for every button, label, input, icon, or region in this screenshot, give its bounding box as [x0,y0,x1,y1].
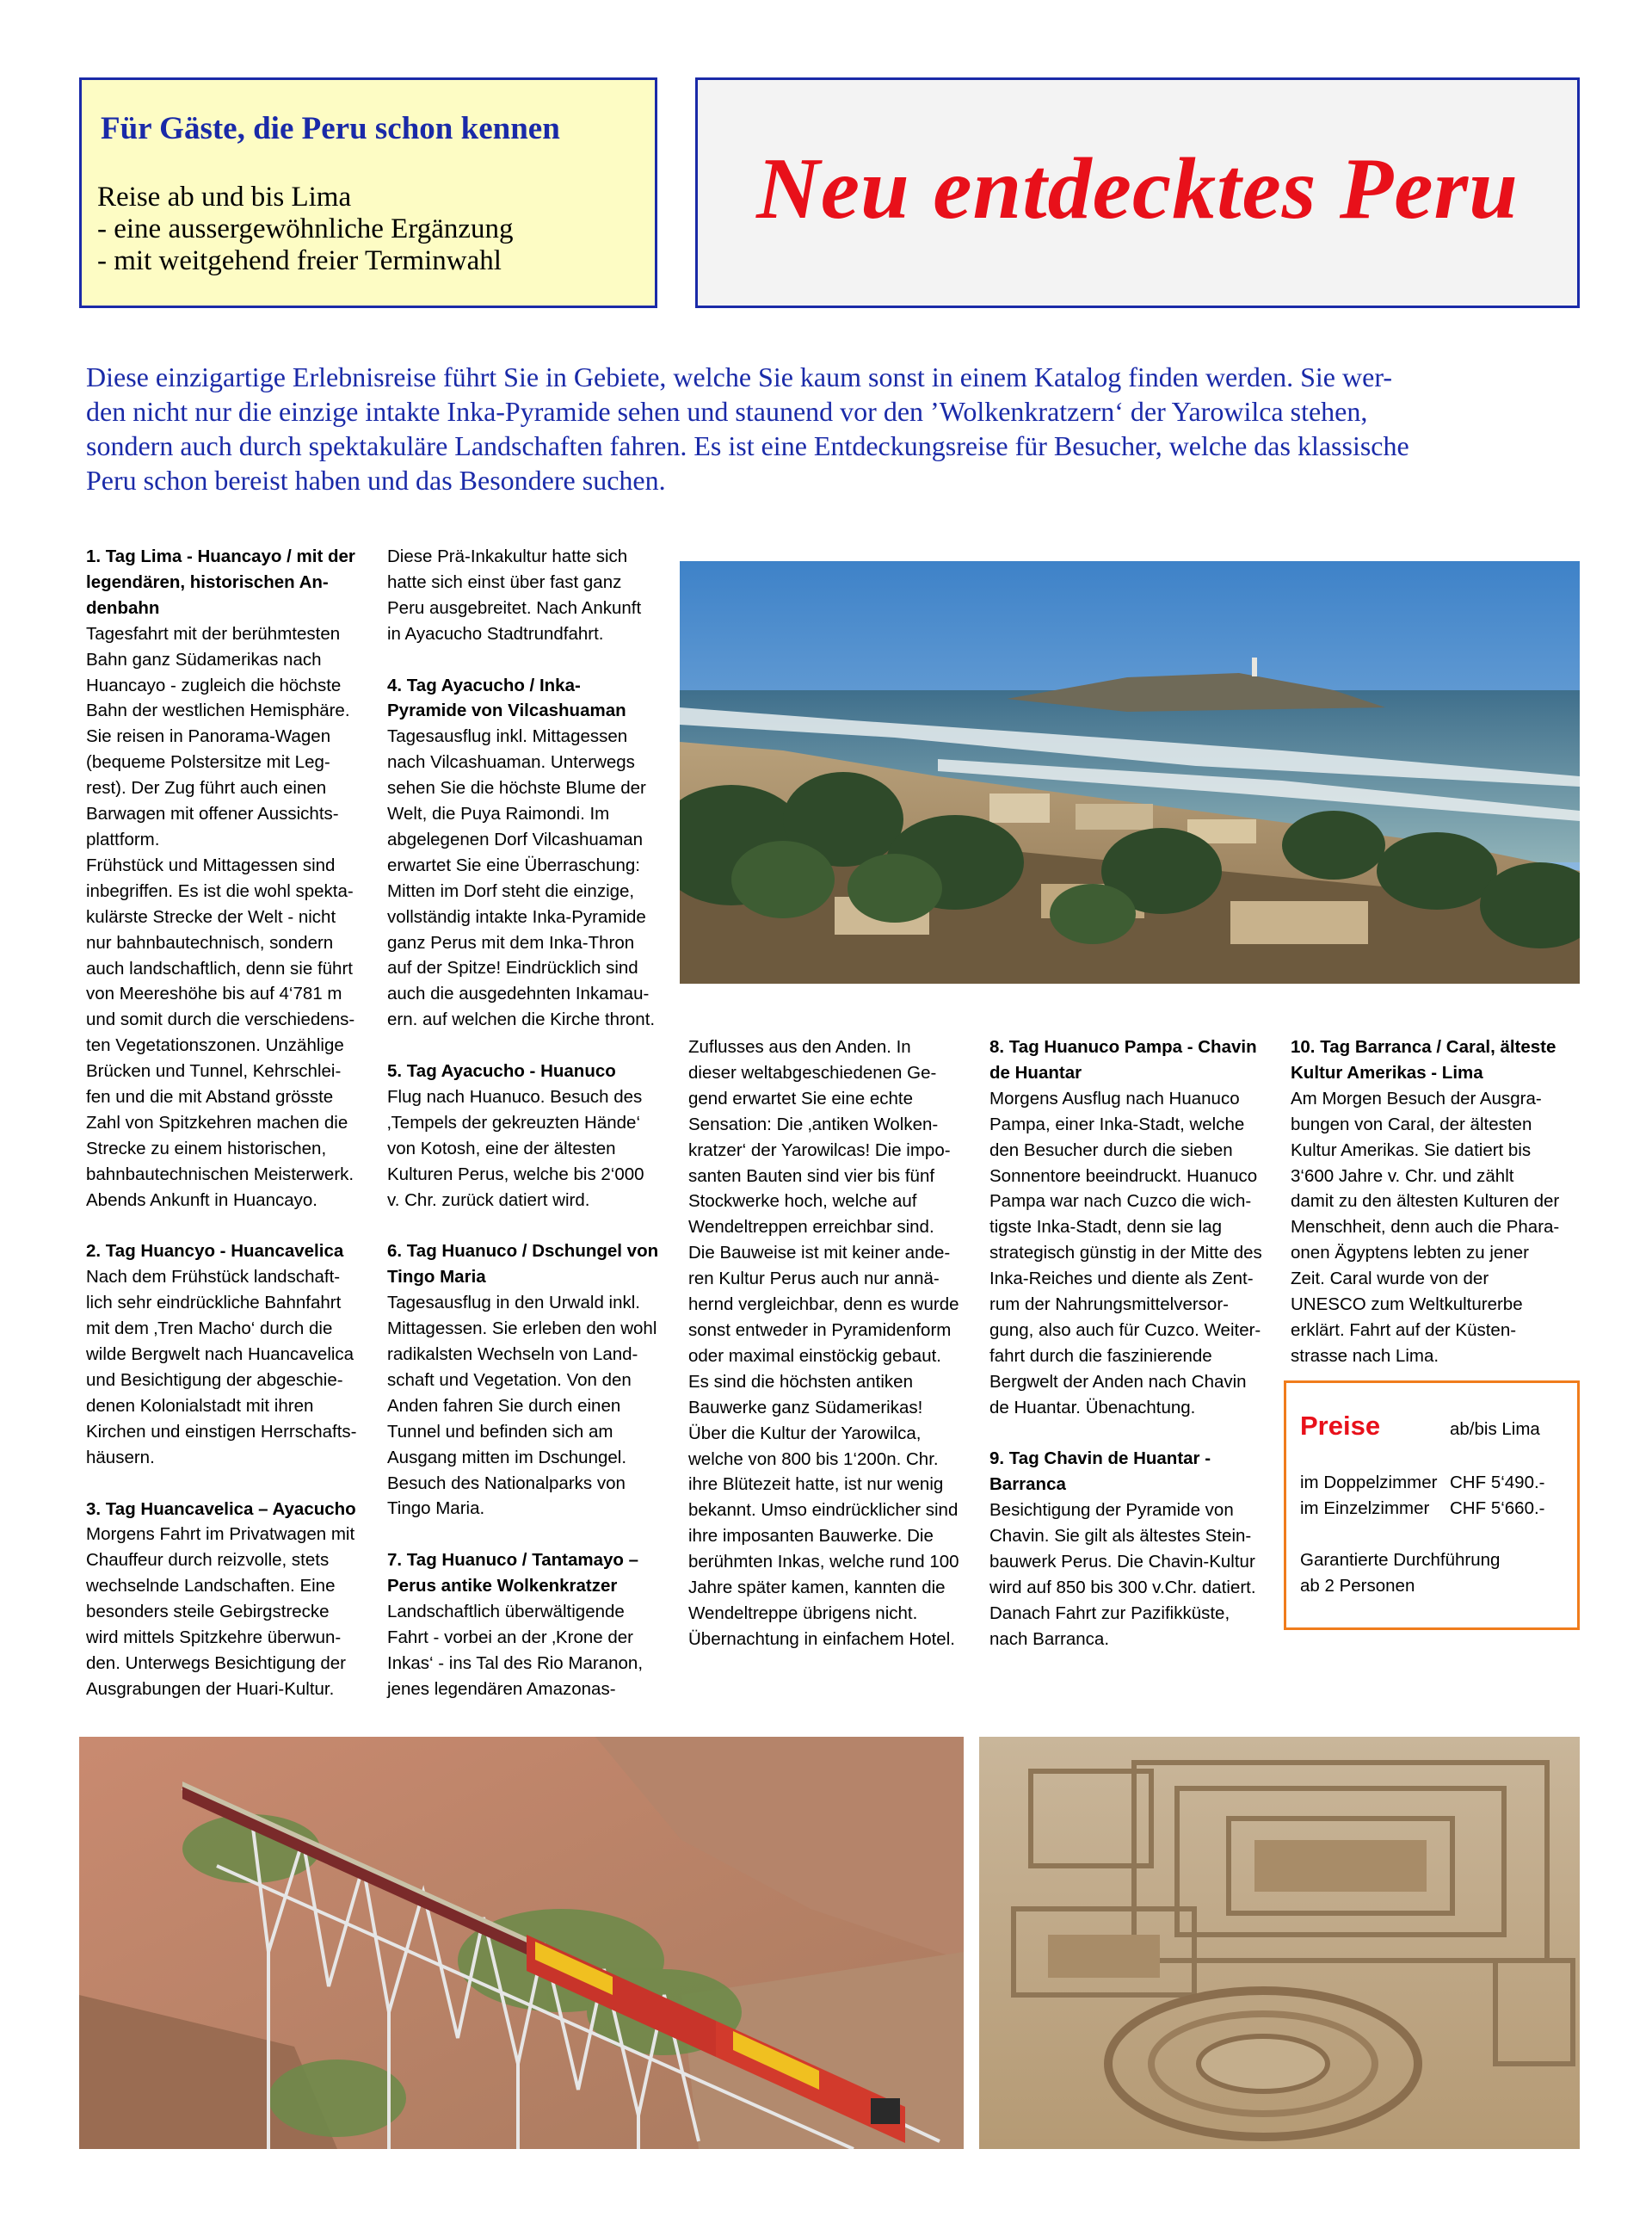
day-text-line: Welt, die Puya Raimondi. Im [387,804,610,824]
day-text-line: Tagesausflug inkl. Mittagessen [387,726,628,747]
price-double-value: CHF 5‘490.- [1450,1473,1545,1492]
day-text-line: Huancayo - zugleich die höchste [86,675,342,695]
day-text-line: und somit durch die verschiedens- [86,1010,355,1030]
day-text-line: Kirchen und einstigen Herrschafts- [86,1421,357,1442]
day-text-line: Strecke zu einem historischen, [86,1138,327,1158]
day-text-line: wechselnde Landschaften. Eine [86,1576,336,1596]
caral-ruins-photo [979,1737,1580,2149]
day-text-line: onen Ägyptens lebten zu jener [1291,1243,1529,1263]
day-text-line: Bergwelt der Anden nach Chavin [989,1371,1247,1392]
price-single-value: CHF 5‘660.- [1450,1498,1545,1518]
day-text-line: Am Morgen Besuch der Ausgra- [1291,1088,1542,1108]
paragraph-gap [989,1421,1278,1447]
day-heading-line: Barranca [989,1474,1066,1495]
title-box [695,77,1580,308]
day-text-line: ‚Tempels der gekreuzten Hände‘ [387,1112,640,1133]
day-text-line: inbegriffen. Es ist die wohl spekta- [86,880,354,901]
day-heading-line: 8. Tag Huanuco Pampa - Chavin [989,1037,1257,1057]
day-heading-line: 6. Tag Huanuco / Dschungel von [387,1241,659,1262]
day-text-line: oder maximal einstöckig gebaut. [688,1345,941,1366]
paragraph-gap [86,1471,374,1497]
day-text-line: 3‘600 Jahre v. Chr. und zählt [1291,1165,1514,1186]
day-text-line: auch die ausgedehnten Inkamau- [387,984,650,1004]
day-heading-line: legendären, historischen An- [86,571,329,592]
day-text-line: Übernachtung in einfachem Hotel. [688,1628,955,1649]
day-text-line: Brücken und Tunnel, Kehrschlei- [86,1061,342,1082]
day-text-line: Die Bauweise ist mit keiner ande- [688,1243,951,1263]
page-title: Neu entdecktes Peru [756,140,1519,238]
day-text-line: Chauffeur durch reizvolle, stets [86,1550,330,1571]
day-text-line: Zeit. Caral wurde von der [1291,1269,1489,1289]
day-text-line: nur bahnbautechnisch, sondern [86,932,334,953]
intro-line: - mit weitgehend freier Terminwahl [97,245,502,276]
day-text-line: ihre Blütezeit hatte, ist nur wenig [688,1474,944,1495]
paragraph-gap [387,1033,675,1059]
day-text-line: auch landschaftlich, denn sie führt [86,958,353,979]
day-heading-line: 4. Tag Ayacucho / Inka- [387,675,581,695]
day-text-line: radikalsten Wechseln von Land- [387,1344,638,1365]
day-heading-line: 10. Tag Barranca / Caral, älteste [1291,1037,1556,1057]
price-note: Garantierte Durchführung [1300,1550,1501,1570]
day-text-line: Tunnel und befinden sich am [387,1421,613,1442]
day-text-line: häusern. [86,1447,155,1467]
day-text-line: Besuch des Nationalparks von [387,1473,626,1493]
day-text-line: kulärste Strecke der Welt - nicht [86,906,336,927]
day-text-line: Morgens Ausflug nach Huanuco [989,1088,1240,1108]
day-text-line: Wendeltreppe übrigens nicht. [688,1603,918,1623]
day-text-line: Bahn der westlichen Hemisphäre. [86,701,350,721]
intro-line: - eine aussergewöhnliche Ergänzung [97,213,514,244]
day-text-line: damit zu den ältesten Kulturen der [1291,1191,1560,1212]
day-text-line: in Ayacucho Stadtrundfahrt. [387,623,604,644]
day-text-line: den Besucher durch die sieben [989,1139,1233,1160]
day-text-line: Über die Kultur der Yarowilca, [688,1423,922,1443]
day-heading-line: 7. Tag Huanuco / Tantamayo – [387,1550,638,1571]
day-text-line: gend erwartet Sie eine echte [688,1088,913,1108]
day-heading-line: 3. Tag Huancavelica – Ayacucho [86,1498,356,1519]
day-text-line: Sie reisen in Panorama-Wagen [86,726,331,747]
day-text-line: ten Vegetationszonen. Unzählige [86,1035,344,1056]
day-text-line: wird mittels Spitzkehre überwun- [86,1627,342,1648]
price-title: Preise [1300,1411,1381,1441]
price-box [1284,1380,1580,1630]
day-text-line: erwartet Sie eine Überraschung: [387,855,640,875]
day-text-line: rest). Der Zug führt auch einen [86,778,327,799]
day-text-line: Anden fahren Sie durch einen [387,1395,621,1416]
day-heading-line: 5. Tag Ayacucho - Huanuco [387,1061,616,1082]
day-text-line: erklärt. Fahrt auf der Küsten- [1291,1319,1517,1340]
day-text-line: ganz Perus mit dem Inka-Thron [387,932,635,953]
intro-box [79,77,657,308]
day-heading-line: 1. Tag Lima - Huancayo / mit der [86,547,355,566]
day-heading-line: 2. Tag Huancyo - Huancavelica [86,1241,344,1262]
day-text-line: bungen von Caral, der ältesten [1291,1114,1532,1134]
day-text-line: vollständig intakte Inka-Pyramide [387,906,646,927]
day-text-line: Es sind die höchsten antiken [688,1371,913,1392]
day-text-line: Flug nach Huanuco. Besuch des [387,1087,643,1107]
day-text-line: santen Bauten sind vier bis fünf [688,1165,935,1186]
day-text-line: rum der Nahrungsmittelversor- [989,1294,1229,1315]
day-text-line: Nach dem Frühstück landschaft- [86,1267,341,1288]
day-text-line: kratzer‘ der Yarowilcas! Die impo- [688,1139,951,1160]
day-text-line: fen und die mit Abstand grösste [86,1087,334,1108]
price-single-label: im Einzelzimmer [1300,1498,1430,1518]
day-text-line: Inka-Reiches und diente als Zent- [989,1269,1254,1289]
day-text-line: Morgens Fahrt im Privatwagen mit [86,1524,355,1545]
day-text-line: Ausgrabungen der Huari-Kultur. [86,1678,335,1699]
day-text-line: Bahn ganz Südamerikas nach [86,649,322,670]
day-heading-line: denbahn [86,597,160,618]
day-text-line: Barwagen mit offener Aussichts- [86,804,339,824]
day-text-line: Sonnentore beeindruckt. Huanuco [989,1165,1258,1186]
itinerary-column-3 [688,1034,977,1652]
day-text-line: gung, also auch für Cuzco. Weiter- [989,1319,1261,1340]
day-text-line: Inkas‘ - ins Tal des Rio Maranon, [387,1652,644,1673]
train-bridge-photo [79,1737,964,2149]
day-text-line: nach Vilcashuaman. Unterwegs [387,752,635,773]
day-text-line: Menschheit, denn auch die Phara- [1291,1217,1560,1238]
day-text-line: Kultur Amerikas. Sie datiert bis [1291,1139,1532,1160]
day-text-line: Chavin. Sie gilt als ältestes Stein- [989,1526,1252,1547]
paragraph-gap [86,1213,374,1239]
day-text-line: sehen Sie die höchste Blume der [387,778,646,799]
day-text-line: Ausgang mitten im Dschungel. [387,1447,627,1467]
day-text-line: Bauwerke ganz Südamerikas! [688,1397,923,1417]
day-text-line: von Kotosh, eine der ältesten [387,1138,616,1158]
day-text-line: Zahl von Spitzkehren machen die [86,1112,348,1133]
day-text-line: wird auf 850 bis 300 v.Chr. datiert. [989,1578,1256,1598]
day-heading-line: Tingo Maria [387,1267,486,1288]
lead-paragraph [86,360,1583,497]
day-text-line: Jahre später kamen, kannten die [688,1578,946,1598]
day-text-line: schaft und Vegetation. Von den [387,1369,632,1390]
day-text-line: Abends Ankunft in Huancayo. [86,1189,317,1210]
day-text-line: ern. auf welchen die Kirche thront. [387,1010,656,1030]
day-text-line: Tingo Maria. [387,1498,485,1519]
day-text-line: welche von 800 bis 1‘200n. Chr. [688,1448,939,1469]
lead-line: den nicht nur die einzige intakte Inka-Pyramide sehen und staunend vor den ’Wolkenkratzern‘ der Yarowilca stehen, [86,396,1368,427]
day-text-line: Danach Fahrt zur Pazifikküste, [989,1603,1230,1623]
day-heading-line: Pyramide von Vilcashuaman [387,701,626,721]
day-text-line: bekannt. Umso eindrücklicher sind [688,1500,959,1521]
itinerary-column-1 [86,544,374,1702]
day-text-line: sonst entweder in Pyramidenform [688,1319,952,1340]
day-text-line: UNESCO zum Weltkulturerbe [1291,1294,1523,1315]
lead-line: Peru schon bereist haben und das Besondere suchen. [86,465,666,496]
day-text-line: Mittagessen. Sie erleben den wohl [387,1318,657,1339]
day-text-line: lich sehr eindrückliche Bahnfahrt [86,1293,342,1313]
day-text-line: fahrt durch die faszinierende [989,1345,1212,1366]
day-text-line: v. Chr. zurück datiert wird. [387,1189,590,1210]
itinerary-column-5 [1291,1034,1579,1369]
day-text-line: Pampa, einer Inka-Stadt, welche [989,1114,1245,1134]
day-heading-line: Perus antike Wolkenkratzer [387,1576,618,1596]
day-heading-line: de Huantar [989,1062,1082,1083]
day-text-line: hernd vergleichbar, denn es wurde [688,1294,959,1315]
day-text-line: von Meereshöhe bis auf 4‘781 m [86,984,342,1004]
day-text-line: nach Barranca. [989,1628,1110,1649]
day-text-line: Fahrt - vorbei an der ‚Krone der [387,1627,633,1647]
day-text-line: denen Kolonialstadt mit ihren [86,1395,314,1416]
day-text-line: besonders steile Gebirgstrecke [86,1602,330,1622]
day-text-line: Peru ausgebreitet. Nach Ankunft [387,597,642,618]
paragraph-gap [387,647,675,673]
day-text-line: strategisch günstig in der Mitte des [989,1243,1262,1263]
day-text-line: mit dem ‚Tren Macho‘ durch die [86,1318,333,1339]
price-subtitle: ab/bis Lima [1450,1419,1540,1439]
day-heading-line: 9. Tag Chavin de Huantar - [989,1448,1211,1469]
lead-line: Diese einzigartige Erlebnisreise führt Sie in Gebiete, welche Sie kaum sonst in einem Katalog finden werden. Sie wer- [86,361,1392,392]
day-text-line: den. Unterwegs Besichtigung der [86,1652,346,1673]
intro-line: Reise ab und bis Lima [97,182,352,213]
day-text-line: abgelegenen Dorf Vilcashuaman [387,829,644,849]
day-text-line: jenes legendären Amazonas- [387,1678,616,1699]
itinerary-column-2 [387,544,675,1702]
day-text-line: ren Kultur Perus auch nur annä- [688,1269,940,1289]
day-text-line: Pampa war nach Cuzco die wich- [989,1191,1252,1212]
day-text-line: Sensation: Die ‚antiken Wolken- [688,1114,939,1134]
coast-photo [680,561,1580,984]
day-text-line: Tagesfahrt mit der berühmtesten [86,623,341,644]
day-text-line: Zuflusses aus den Anden. In [688,1037,911,1057]
day-heading-line: Kultur Amerikas - Lima [1291,1062,1483,1083]
day-text-line: (bequeme Polstersitze mit Leg- [86,752,330,773]
price-double-label: im Doppelzimmer [1300,1473,1438,1492]
lead-line: sondern auch durch spektakuläre Landschaften fahren. Es ist eine Entdeckungsreise für Besucher, welche das klassische [86,430,1409,461]
paragraph-gap [387,1213,675,1239]
itinerary-column-4 [989,1034,1278,1652]
day-text-line: Wendeltreppen erreichbar sind. [688,1217,934,1238]
day-text-line: ihre imposanten Bauwerke. Die [688,1526,934,1547]
paragraph-gap [387,1522,675,1547]
day-text-line: plattform. [86,829,160,849]
day-text-line: bahnbautechnischen Meisterwerk. [86,1164,354,1184]
day-text-line: dieser weltabgeschiedenen Ge- [688,1062,937,1083]
day-text-line: de Huantar. Übenachtung. [989,1397,1196,1417]
day-text-line: Mitten im Dorf steht die einzige, [387,880,635,901]
day-text-line: wilde Bergwelt nach Huancavelica [86,1344,354,1365]
day-text-line: Tagesausflug in den Urwald inkl. [387,1293,640,1313]
day-text-line: berühmten Inkas, welche rund 100 [688,1552,959,1572]
day-text-line: und Besichtigung der abgeschie- [86,1369,343,1390]
day-text-line: Kulturen Perus, welche bis 2‘000 [387,1164,644,1184]
day-text-line: auf der Spitze! Eindrücklich sind [387,958,638,979]
day-text-line: Diese Prä-Inkakultur hatte sich [387,547,628,566]
day-text-line: Landschaftlich überwältigende [387,1602,625,1622]
day-text-line: strasse nach Lima. [1291,1345,1439,1366]
day-text-line: hatte sich einst über fast ganz [387,571,622,592]
day-text-line: tigste Inka-Stadt, denn sie lag [989,1217,1223,1238]
day-text-line: Frühstück und Mittagessen sind [86,855,336,875]
price-note: ab 2 Personen [1300,1576,1415,1596]
day-text-line: bauwerk Perus. Die Chavin-Kultur [989,1552,1255,1572]
day-text-line: Besichtigung der Pyramide von [989,1500,1234,1521]
intro-title: Für Gäste, die Peru schon kennen [101,111,560,146]
day-text-line: Stockwerke hoch, welche auf [688,1191,917,1212]
